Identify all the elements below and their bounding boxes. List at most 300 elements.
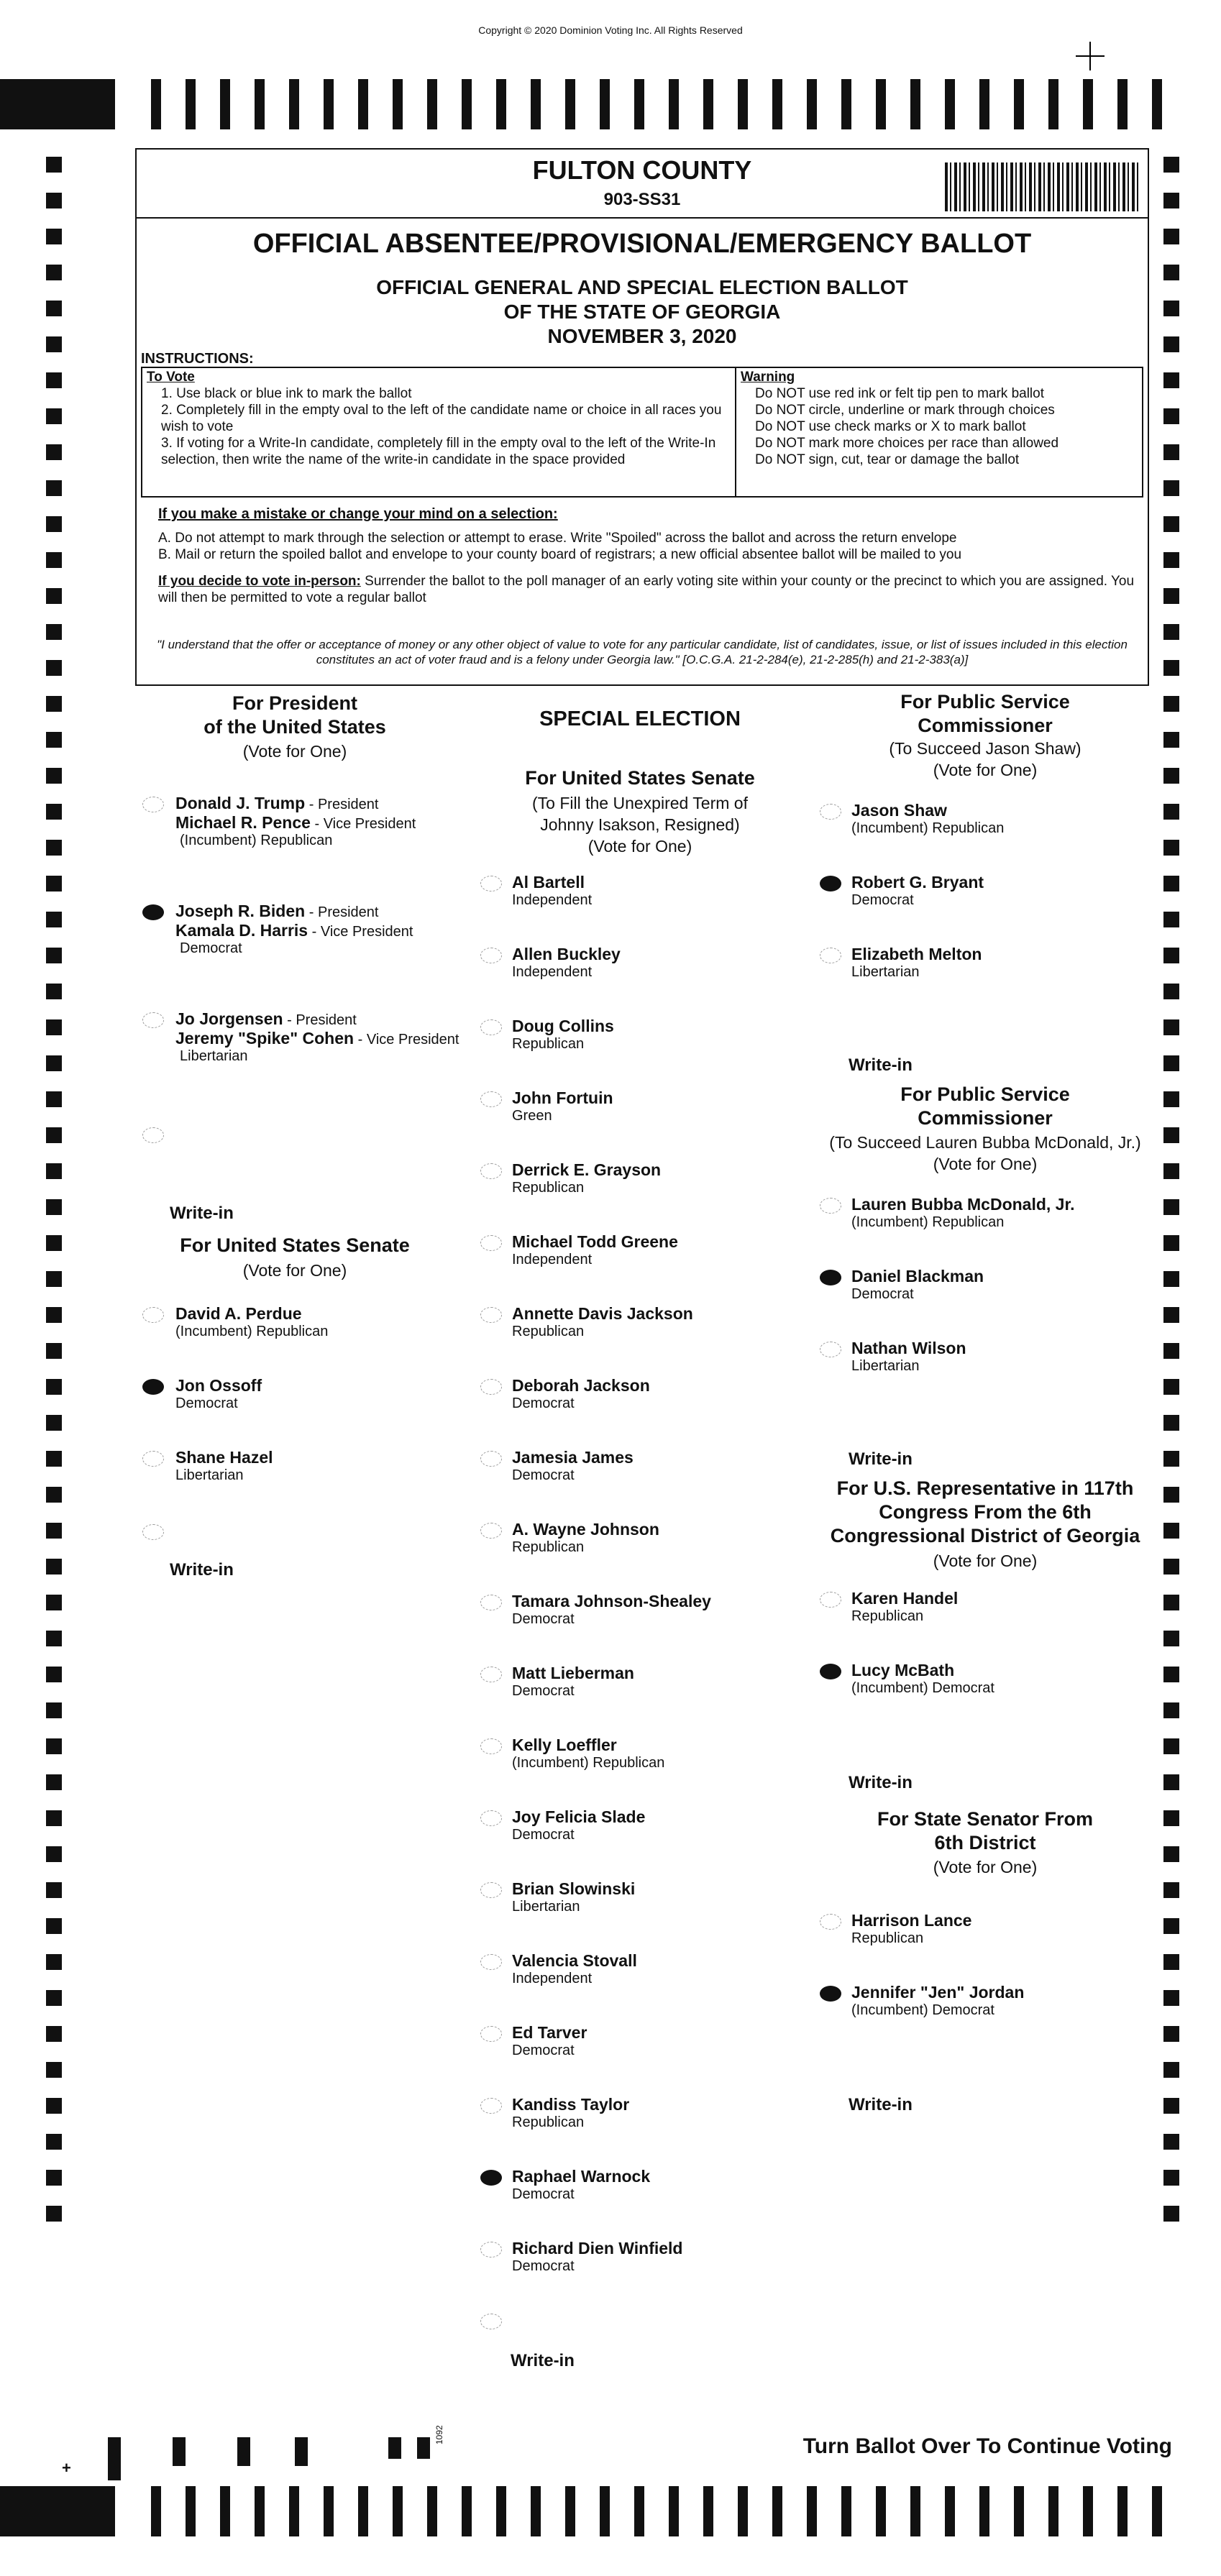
ballot-oval[interactable] <box>820 1342 841 1357</box>
side-mark <box>46 1846 62 1862</box>
to-vote-step-2: 2. Completely fill in the empty oval to the left of the candidate name or choice in all races you wish to vote <box>161 403 722 434</box>
side-mark <box>1163 1810 1179 1826</box>
psc1-title-1: For Public Service <box>900 691 1070 712</box>
candidate-text <box>851 1195 1153 1231</box>
ballot-oval[interactable] <box>820 804 841 820</box>
timing-bar <box>462 79 472 129</box>
timing-bar <box>358 79 368 129</box>
side-mark <box>46 1487 62 1503</box>
side-mark <box>46 408 62 424</box>
candidate-name: Kelly Loeffler <box>512 1736 617 1754</box>
candidate-text <box>512 945 814 981</box>
side-mark <box>46 768 62 784</box>
timing-bar <box>669 2486 679 2536</box>
candidate-name: Deborah Jackson <box>512 1376 650 1395</box>
candidate-name: Kamala D. Harris <box>175 921 308 940</box>
mistake-title: If you make a mistake or change your mind on a selection: <box>158 506 558 522</box>
candidate-text <box>512 1807 814 1843</box>
ballot-oval[interactable] <box>480 1091 502 1107</box>
side-mark <box>46 840 62 856</box>
candidate-text <box>512 2239 814 2275</box>
ballot-oval-perdue[interactable] <box>142 1307 164 1323</box>
special-writein-label: Write-in <box>511 2351 575 2370</box>
warning-1: Do NOT use red ink or felt tip pen to mark ballot <box>755 386 1044 401</box>
timing-bar <box>910 79 920 129</box>
timing-bar <box>289 2486 299 2536</box>
ballot-oval[interactable] <box>480 1235 502 1251</box>
timing-bar <box>703 2486 713 2536</box>
president-writein-label: Write-in <box>170 1204 234 1223</box>
to-vote-section <box>147 369 729 468</box>
candidate-party: Independent <box>512 892 593 908</box>
ballot-oval-biden[interactable] <box>142 904 164 920</box>
side-mark <box>1163 1702 1179 1718</box>
timing-bar <box>945 2486 955 2536</box>
election-title-line2: OF THE STATE OF GEORGIA <box>503 301 781 323</box>
timing-bar <box>1117 79 1128 129</box>
ballot-oval[interactable] <box>820 876 841 891</box>
ballot-oval[interactable] <box>480 1954 502 1970</box>
candidate-text <box>851 945 1153 981</box>
side-mark <box>46 2026 62 2042</box>
copyright-text: Copyright © 2020 Dominion Voting Inc. All Rights Reserved <box>478 24 743 36</box>
candidate-name: Lucy McBath <box>851 1661 955 1679</box>
side-mark <box>46 2134 62 2150</box>
side-mark <box>1163 1667 1179 1682</box>
rep-title-2: Congress From the 6th <box>879 1501 1092 1523</box>
timing-bar <box>324 2486 334 2536</box>
candidate-text <box>512 2095 814 2131</box>
footer-mark <box>108 2437 121 2480</box>
side-mark <box>46 1415 62 1431</box>
side-mark <box>46 480 62 496</box>
candidate-role: - Vice President <box>354 1032 459 1048</box>
rep-vote-for: (Vote for One) <box>933 1551 1038 1570</box>
side-mark <box>1163 1055 1179 1071</box>
side-mark <box>46 1810 62 1826</box>
candidate-name: Robert G. Bryant <box>851 873 984 891</box>
side-mark <box>46 1882 62 1898</box>
candidate-text <box>851 801 1153 837</box>
side-mark <box>46 1271 62 1287</box>
side-mark <box>46 696 62 712</box>
footer-mark <box>237 2437 250 2466</box>
candidate-party: Democrat <box>512 1395 575 1411</box>
side-mark <box>1163 1343 1179 1359</box>
county-name: FULTON COUNTY <box>532 155 752 185</box>
side-mark <box>1163 1954 1179 1970</box>
side-mark <box>46 1091 62 1107</box>
side-mark <box>1163 1918 1179 1934</box>
warning-section <box>741 369 1140 468</box>
side-mark <box>46 2098 62 2114</box>
ballot-oval[interactable] <box>820 1198 841 1214</box>
ballot-oval[interactable] <box>820 948 841 963</box>
candidate-party: (Incumbent) Republican <box>175 1324 329 1339</box>
candidate-text <box>512 1664 814 1700</box>
ballot-oval[interactable] <box>480 2242 502 2258</box>
ballot-oval-president-writein[interactable] <box>142 1127 164 1143</box>
side-mark <box>1163 444 1179 460</box>
footer-plus-mark: + <box>62 2459 71 2477</box>
side-mark <box>1163 2098 1179 2114</box>
candidate-name: David A. Perdue <box>175 1304 302 1323</box>
ballot-oval-hazel[interactable] <box>142 1451 164 1467</box>
side-mark <box>46 265 62 280</box>
ballot-oval[interactable] <box>480 876 502 891</box>
candidate-party: Independent <box>512 964 593 980</box>
candidate-party: Libertarian <box>180 1048 248 1064</box>
ballot-oval-ossoff[interactable] <box>142 1379 164 1395</box>
ballot-oval[interactable] <box>820 1592 841 1608</box>
president-title-2: of the United States <box>204 716 386 738</box>
to-vote-step-1: 1. Use black or blue ink to mark the ballot <box>161 386 412 401</box>
candidate-role: - Vice President <box>308 924 413 940</box>
top-timing-marks <box>0 79 1221 129</box>
candidate-party: Democrat <box>512 2043 575 2058</box>
timing-bar <box>393 2486 403 2536</box>
timing-bar <box>186 79 196 129</box>
timing-bar <box>600 2486 610 2536</box>
candidate-name: Tamara Johnson-Shealey <box>512 1592 711 1610</box>
psc1-writein-label: Write-in <box>849 1055 913 1075</box>
side-mark <box>1163 732 1179 748</box>
side-mark <box>1163 1631 1179 1646</box>
timing-bar <box>1117 2486 1128 2536</box>
ballot-code: 903-SS31 <box>603 190 681 209</box>
ballot-oval[interactable] <box>480 1163 502 1179</box>
candidate-name: Nathan Wilson <box>851 1339 966 1357</box>
timing-bar <box>807 2486 817 2536</box>
side-mark <box>46 1918 62 1934</box>
candidate-party: Democrat <box>512 1611 575 1627</box>
psc1-sub: (To Succeed Jason Shaw) <box>889 739 1081 758</box>
warning-5: Do NOT sign, cut, tear or damage the ballot <box>755 452 1020 467</box>
senate-writein-label: Write-in <box>170 1560 234 1580</box>
registration-crosshair-icon <box>1076 42 1105 70</box>
side-mark <box>46 157 62 173</box>
timing-bar <box>600 79 610 129</box>
side-mark <box>1163 876 1179 891</box>
state-senator-vote-for: (Vote for One) <box>933 1858 1038 1876</box>
timing-block <box>0 2486 115 2536</box>
candidate-text <box>512 1232 814 1268</box>
candidate-party: Independent <box>512 1971 593 1986</box>
side-mark <box>1163 1271 1179 1287</box>
ballot-oval[interactable] <box>820 1270 841 1285</box>
side-mark <box>46 372 62 388</box>
ballot-oval[interactable] <box>820 1986 841 2002</box>
ballot-oval[interactable] <box>480 1810 502 1826</box>
timing-bar <box>151 79 161 129</box>
candidate-text <box>512 1448 814 1484</box>
side-mark <box>1163 1487 1179 1503</box>
candidate-name: Karen Handel <box>851 1589 959 1608</box>
candidate-name: Annette Davis Jackson <box>512 1304 693 1323</box>
side-mark <box>1163 1019 1179 1035</box>
side-mark <box>1163 1199 1179 1215</box>
timing-bar <box>772 2486 782 2536</box>
mistake-a: A. Do not attempt to mark through the selection or attempt to erase. Write "Spoiled" across the ballot and across the return envelope <box>158 531 957 546</box>
candidate-name: Richard Dien Winfield <box>512 2239 683 2258</box>
side-mark <box>1163 1163 1179 1179</box>
timing-bar <box>669 79 679 129</box>
ballot-oval[interactable] <box>480 948 502 963</box>
candidate-party: Republican <box>851 1608 924 1624</box>
timing-bar <box>324 79 334 129</box>
side-mark <box>1163 408 1179 424</box>
candidate-name: Derrick E. Grayson <box>512 1160 662 1179</box>
candidate-name: Ed Tarver <box>512 2023 587 2042</box>
ballot-oval[interactable] <box>480 1307 502 1323</box>
candidate-name: Donald J. Trump <box>175 794 306 812</box>
timing-bar <box>1083 2486 1093 2536</box>
timing-bar <box>841 2486 851 2536</box>
ballot-type-title: OFFICIAL ABSENTEE/PROVISIONAL/EMERGENCY BALLOT <box>252 229 1032 259</box>
ballot-oval-trump[interactable] <box>142 797 164 812</box>
timing-bar <box>358 2486 368 2536</box>
side-mark <box>1163 912 1179 927</box>
candidate-name: Jason Shaw <box>851 801 947 820</box>
side-mark <box>1163 2026 1179 2042</box>
side-mark <box>46 1738 62 1754</box>
footer-mark <box>417 2437 430 2459</box>
timing-bar <box>703 79 713 129</box>
side-mark <box>46 516 62 532</box>
timing-bar <box>979 79 989 129</box>
timing-bar <box>289 79 299 129</box>
psc1-title-2: Commissioner <box>918 715 1053 736</box>
timing-bar <box>772 79 782 129</box>
timing-bar <box>151 2486 161 2536</box>
candidate-name: Daniel Blackman <box>851 1267 984 1285</box>
candidate-name: Jeremy "Spike" Cohen <box>175 1029 355 1048</box>
election-title-line1: OFFICIAL GENERAL AND SPECIAL ELECTION BALLOT <box>376 276 908 298</box>
candidate-party: Democrat <box>512 1683 575 1699</box>
timing-bar <box>393 79 403 129</box>
legal-notice: "I understand that the offer or acceptance of money or any other object of value to vote for any particular candidate, list of candidates, issue, or list of issues included in this election constitutes an act of voter fraud and is a felony under Georgia law." [O.C.G.A. 21-2-284(e), 21-2-285(h) and 21-2-383(a)] <box>157 638 1128 666</box>
special-senate-vote-for: (Vote for One) <box>587 837 692 856</box>
candidate-party: Libertarian <box>851 964 920 980</box>
side-mark <box>46 301 62 316</box>
candidate-party: (Incumbent) Republican <box>180 833 333 848</box>
side-mark <box>46 1631 62 1646</box>
timing-bar <box>565 2486 575 2536</box>
ballot-oval[interactable] <box>480 1379 502 1395</box>
mistake-section <box>158 506 1140 606</box>
side-mark <box>1163 2062 1179 2078</box>
psc1-vote-for: (Vote for One) <box>933 761 1038 779</box>
side-mark <box>46 1127 62 1143</box>
side-mark <box>46 1199 62 1215</box>
candidate-text <box>851 1911 1153 1947</box>
ballot-oval[interactable] <box>480 1595 502 1610</box>
timing-bar <box>979 2486 989 2536</box>
timing-bar <box>427 79 437 129</box>
candidate-name: Kandiss Taylor <box>512 2095 630 2114</box>
timing-bar <box>807 79 817 129</box>
candidate-name: Raphael Warnock <box>512 2167 651 2186</box>
candidate-name: A. Wayne Johnson <box>512 1520 659 1539</box>
ballot-oval[interactable] <box>480 1667 502 1682</box>
side-mark <box>1163 696 1179 712</box>
side-mark <box>46 1307 62 1323</box>
side-mark <box>46 336 62 352</box>
timing-bar <box>462 2486 472 2536</box>
candidate-name: Shane Hazel <box>175 1448 273 1467</box>
side-mark <box>1163 552 1179 568</box>
special-senate-sub-2: Johnny Isakson, Resigned) <box>540 815 740 834</box>
side-mark <box>1163 660 1179 676</box>
timing-bar <box>1048 2486 1058 2536</box>
header-divider <box>135 217 1149 219</box>
candidate-text <box>851 1339 1153 1375</box>
side-mark <box>1163 624 1179 640</box>
timing-bar <box>876 2486 886 2536</box>
side-mark <box>46 912 62 927</box>
psc2-title-2: Commissioner <box>918 1107 1053 1129</box>
side-mark <box>1163 193 1179 208</box>
candidate-party: Democrat <box>851 892 914 908</box>
footer-code: 1092 <box>434 2425 444 2444</box>
state-senator-title-1: For State Senator From <box>877 1808 1094 1830</box>
candidate-name: Joy Felicia Slade <box>512 1807 646 1826</box>
timing-bar <box>496 79 506 129</box>
turn-ballot-over-text: Turn Ballot Over To Continue Voting <box>802 2434 1172 2458</box>
candidate-party: (Incumbent) Republican <box>512 1755 665 1771</box>
ballot-oval-jorgensen[interactable] <box>142 1012 164 1028</box>
instructions-label: INSTRUCTIONS: <box>141 351 254 367</box>
ballot-oval[interactable] <box>480 1882 502 1898</box>
ballot-oval-senate-writein[interactable] <box>142 1524 164 1540</box>
to-vote-step-3: 3. If voting for a Write-In candidate, completely fill in the empty oval to the left of the Write-In selection, then write the name of the write-in candidate in the space provided <box>161 436 716 467</box>
candidate-text <box>512 1304 814 1340</box>
ballot-oval[interactable] <box>480 1019 502 1035</box>
candidate-party: Democrat <box>180 940 242 956</box>
side-mark <box>46 1163 62 1179</box>
candidate-name: Brian Slowinski <box>512 1879 636 1898</box>
ballot-oval[interactable] <box>480 2170 502 2186</box>
side-mark <box>1163 265 1179 280</box>
side-mark <box>1163 301 1179 316</box>
side-mark <box>1163 1415 1179 1431</box>
side-mark <box>1163 1595 1179 1610</box>
candidate-text <box>512 873 814 909</box>
candidate-text <box>851 1983 1153 2019</box>
candidate-text <box>512 2167 814 2203</box>
ballot-oval[interactable] <box>480 2098 502 2114</box>
candidate-name: Matt Lieberman <box>512 1664 634 1682</box>
timing-bar <box>220 79 230 129</box>
candidate-name: Al Bartell <box>512 873 585 891</box>
rep-title-1: For U.S. Representative in 117th <box>836 1477 1134 1499</box>
side-mark <box>1163 1235 1179 1251</box>
footer-mark <box>173 2437 186 2466</box>
candidate-text <box>851 873 1153 909</box>
side-mark <box>1163 480 1179 496</box>
timing-bar <box>738 2486 748 2536</box>
candidate-text <box>512 1736 814 1771</box>
footer-mark <box>295 2437 308 2466</box>
timing-bar <box>634 79 644 129</box>
candidate-text <box>512 1879 814 1915</box>
candidate-party: Democrat <box>512 2258 575 2274</box>
candidate-text <box>512 1376 814 1412</box>
candidate-party: Republican <box>512 1036 585 1052</box>
candidate-party: Democrat <box>851 1286 914 1302</box>
side-mark <box>1163 229 1179 244</box>
timing-bar <box>255 79 265 129</box>
candidate-party: (Incumbent) Republican <box>851 1214 1005 1230</box>
us-senate-title: For United States Senate <box>180 1234 410 1256</box>
warning-2: Do NOT circle, underline or mark through choices <box>755 403 1055 418</box>
state-senator-writein-label: Write-in <box>849 2095 913 2114</box>
side-mark <box>1163 1307 1179 1323</box>
timing-bar <box>876 79 886 129</box>
candidate-party: Libertarian <box>512 1899 580 1915</box>
election-date: NOVEMBER 3, 2020 <box>547 325 737 347</box>
timing-bar <box>186 2486 196 2536</box>
timing-bar <box>738 79 748 129</box>
candidate-role: - President <box>283 1012 357 1028</box>
timing-bar <box>1152 2486 1162 2536</box>
side-mark <box>46 588 62 604</box>
special-senate-sub-1: (To Fill the Unexpired Term of <box>532 794 748 812</box>
side-mark <box>1163 1559 1179 1575</box>
side-mark <box>46 2062 62 2078</box>
ballot-oval[interactable] <box>820 1664 841 1679</box>
candidate-name: Allen Buckley <box>512 945 621 963</box>
ballot-oval[interactable] <box>480 1451 502 1467</box>
ballot-oval-special-writein[interactable] <box>480 2314 502 2329</box>
candidate-role: - President <box>305 904 379 920</box>
side-mark <box>46 2170 62 2186</box>
side-mark <box>1163 1379 1179 1395</box>
candidate-party: Green <box>512 1108 552 1124</box>
us-senate-vote-for: (Vote for One) <box>242 1261 347 1280</box>
candidate-party: (Incumbent) Democrat <box>851 1680 994 1696</box>
side-mark <box>46 624 62 640</box>
side-mark <box>1163 1990 1179 2006</box>
ballot-oval[interactable] <box>480 2026 502 2042</box>
side-mark <box>46 1990 62 2006</box>
rep-writein-label: Write-in <box>849 1773 913 1792</box>
ballot-oval[interactable] <box>820 1914 841 1930</box>
bottom-timing-marks <box>0 2486 1221 2536</box>
side-mark <box>46 1595 62 1610</box>
candidate-party: Republican <box>512 1324 585 1339</box>
side-mark <box>46 1451 62 1467</box>
candidate-party: Independent <box>512 1252 593 1268</box>
candidate-text <box>851 1661 1153 1697</box>
timing-bar <box>531 79 541 129</box>
side-mark <box>46 1667 62 1682</box>
side-mark <box>46 1343 62 1359</box>
ballot-oval[interactable] <box>480 1738 502 1754</box>
timing-bar <box>1083 79 1093 129</box>
timing-bar <box>910 2486 920 2536</box>
psc2-sub: (To Succeed Lauren Bubba McDonald, Jr.) <box>829 1133 1141 1152</box>
side-mark <box>1163 804 1179 820</box>
side-mark <box>1163 1451 1179 1467</box>
timing-bar <box>1152 79 1162 129</box>
ballot-oval[interactable] <box>480 1523 502 1539</box>
psc2-writein-label: Write-in <box>849 1449 913 1469</box>
timing-bar <box>565 79 575 129</box>
candidate-name: Michael R. Pence <box>175 813 311 832</box>
side-mark <box>46 1954 62 1970</box>
candidate-party: (Incumbent) Democrat <box>851 2002 994 2018</box>
